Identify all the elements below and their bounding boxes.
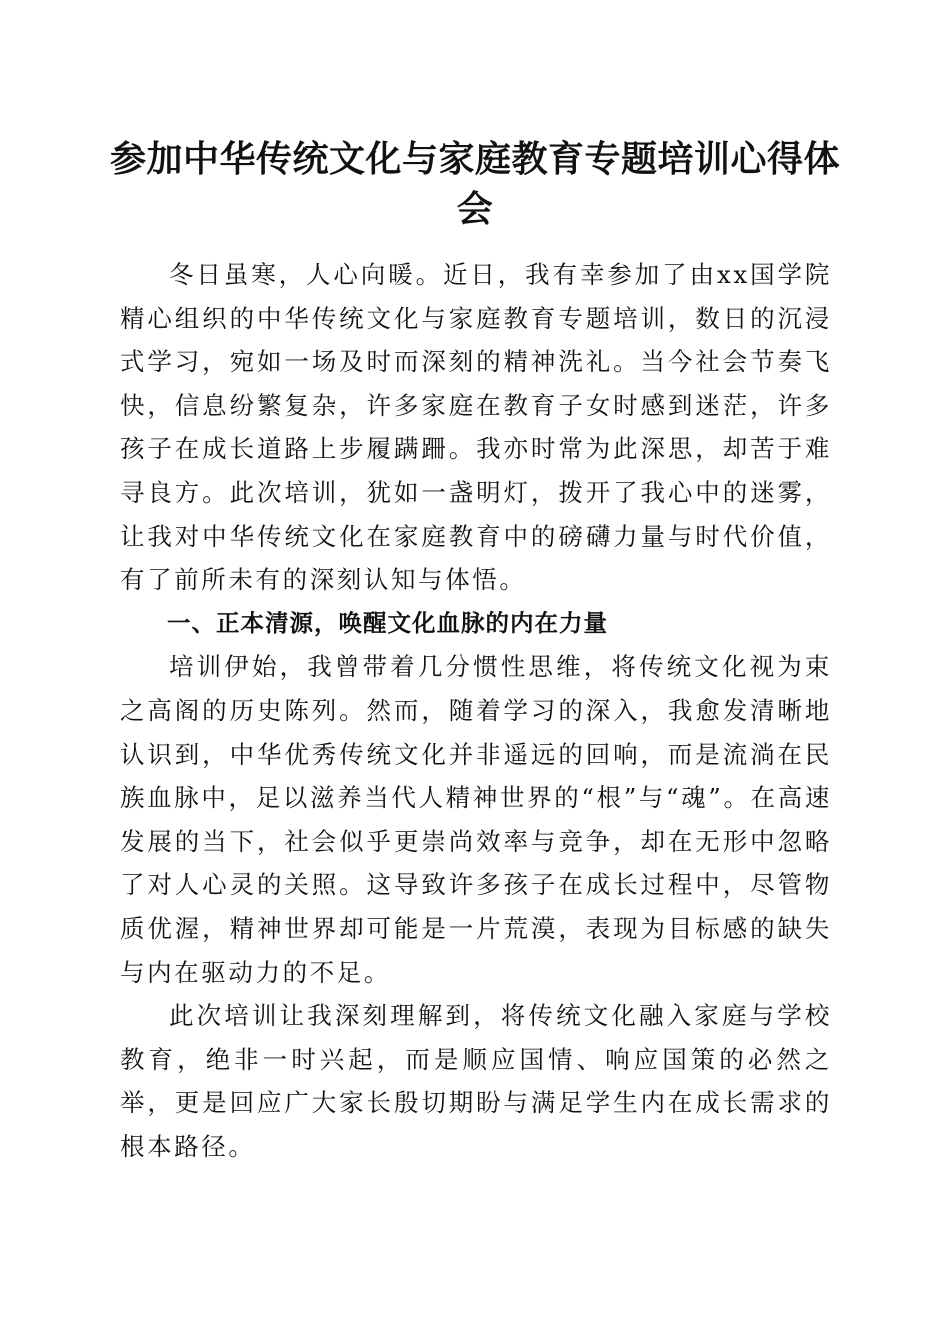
document-title: 参加中华传统文化与家庭教育专题培训心得体会 — [110, 138, 841, 230]
paragraph-section1-1: 培训伊始，我曾带着几分惯性思维，将传统文化视为束之高阁的历史陈列。然而，随着学习的深入，我愈发清晰地认识到，中华优秀传统文化并非遥远的回响，而是流淌在民族血脉中，足以滋养当代人精神世界的“根”与“魂”。在高速发展的当下，社会似乎更崇尚效率与竞争，却在无形中忽略了对人心灵的关照。这导致许多孩子在成长过程中，尽管物质优渥，精神世界却可能是一片荒漠，表现为目标感的缺失与内在驱动力的不足。 — [120, 652, 832, 987]
paragraph-section1-2: 此次培训让我深刻理解到，将传统文化融入家庭与学校教育，绝非一时兴起，而是顺应国情、响应国策的必然之举，更是回应广大家长殷切期盼与满足学生内在成长需求的根本路径。 — [120, 1001, 832, 1161]
paragraph-intro: 冬日虽寒，人心向暖。近日，我有幸参加了由xx国学院精心组织的中华传统文化与家庭教育专题培训，数日的沉浸式学习，宛如一场及时而深刻的精神洗礼。当今社会节奏飞快，信息纷繁复杂，许多家庭在教育子女时感到迷茫，许多孩子在成长道路上步履蹒跚。我亦时常为此深思，却苦于难寻良方。此次培训，犹如一盏明灯，拨开了我心中的迷雾，让我对中华传统文化在家庭教育中的磅礴力量与时代价值，有了前所未有的深刻认知与体悟。 — [120, 260, 832, 595]
document-body — [120, 253, 832, 1168]
section-heading-1: 一、正本清源，唤醒文化血脉的内在力量 — [167, 608, 608, 637]
